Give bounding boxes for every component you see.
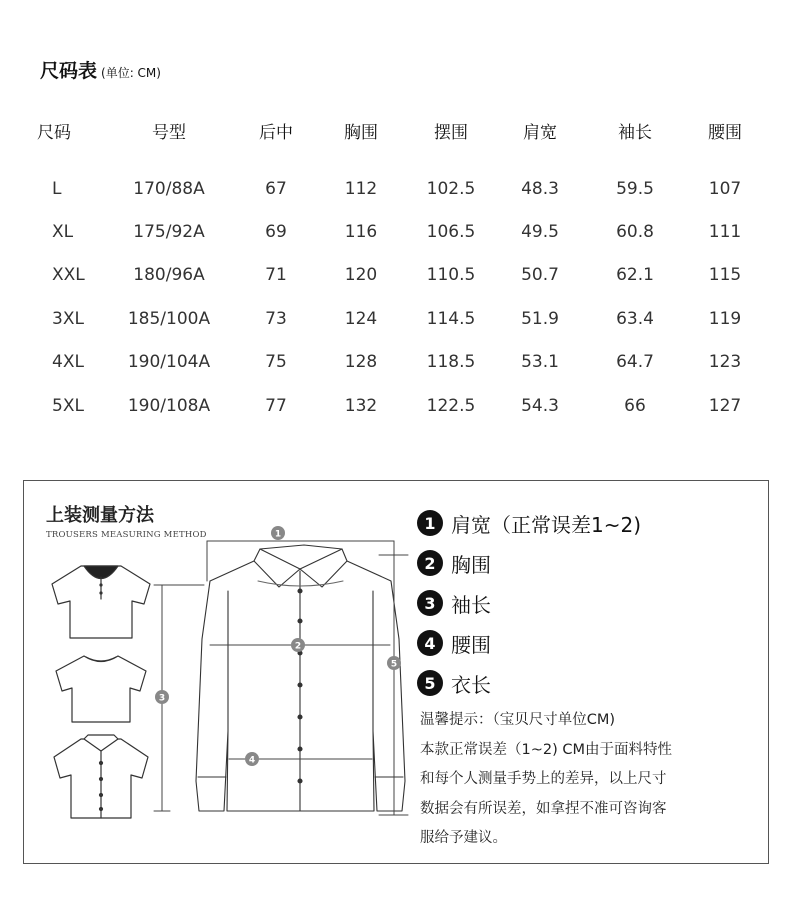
table-cell: 49.5 xyxy=(521,222,559,243)
table-cell: 128 xyxy=(344,352,378,373)
table-cell: 62.1 xyxy=(616,265,654,286)
table-cell: 110.5 xyxy=(426,265,476,286)
title-text: 尺码表 xyxy=(40,60,98,82)
table-cell: 102.5 xyxy=(426,178,476,199)
table-cell: 75 xyxy=(265,352,287,373)
legend-item xyxy=(417,583,641,623)
table-cell: 112 xyxy=(344,178,378,199)
legend-item xyxy=(417,623,641,663)
table-cell: 67 xyxy=(265,178,287,199)
table-cell: 111 xyxy=(708,222,742,243)
table-cell: 77 xyxy=(265,395,287,416)
col-header: 号型 xyxy=(152,122,186,143)
table-cell: 106.5 xyxy=(426,222,476,243)
table-cell: 59.5 xyxy=(616,178,654,199)
table-cell: 124 xyxy=(344,308,378,329)
main-shirt-icon xyxy=(196,545,405,811)
legend-item xyxy=(417,543,641,583)
col-header: 肩宽 xyxy=(523,122,557,143)
table-cell: 119 xyxy=(708,308,742,329)
note-line: 温馨提示：（宝贝尺寸单位CM) xyxy=(420,712,616,728)
table-cell: 116 xyxy=(344,222,378,243)
table-cell: 71 xyxy=(265,265,287,286)
table-cell: 51.9 xyxy=(521,308,559,329)
col-header: 袖长 xyxy=(618,122,652,143)
table-cell: XXL xyxy=(52,265,85,286)
number-badge-icon: 4 xyxy=(417,630,443,656)
measuring-note xyxy=(420,706,740,854)
legend-label: 腰围 xyxy=(451,632,491,657)
table-cell: 190/108A xyxy=(127,395,211,416)
table-row xyxy=(18,297,776,340)
marker-4: 4 xyxy=(248,755,256,766)
table-cell: 69 xyxy=(265,222,287,243)
table-row xyxy=(18,384,776,427)
marker-5: 5 xyxy=(390,659,398,670)
table-cell: 175/92A xyxy=(133,222,205,243)
table-cell: 185/100A xyxy=(127,308,211,329)
table-cell: 114.5 xyxy=(426,308,476,329)
number-badge-icon: 5 xyxy=(417,670,443,696)
panel-subtitle: TROUSERS MEASURING METHOD xyxy=(46,530,207,540)
legend-label: 衣长 xyxy=(451,672,491,697)
button-shirt-icon xyxy=(54,735,148,818)
marker-3: 3 xyxy=(158,693,166,704)
table-cell: 64.7 xyxy=(616,352,654,373)
size-table xyxy=(18,110,776,427)
table-cell: 115 xyxy=(708,265,742,286)
table-cell: 127 xyxy=(708,395,742,416)
panel-title: 上装测量方法 xyxy=(46,505,154,526)
tee-shirt-icon xyxy=(56,656,146,722)
number-badge-icon: 2 xyxy=(417,550,443,576)
col-header: 腰围 xyxy=(708,122,742,143)
table-cell: 54.3 xyxy=(521,395,559,416)
table-row xyxy=(18,254,776,297)
note-line: 服给予建议。 xyxy=(420,830,507,846)
table-cell: 66 xyxy=(624,395,646,416)
col-header: 胸围 xyxy=(344,122,378,143)
table-cell: 5XL xyxy=(52,395,84,416)
table-cell: 180/96A xyxy=(133,265,205,286)
table-cell: 60.8 xyxy=(616,222,654,243)
table-cell: 120 xyxy=(344,265,378,286)
marker-2: 2 xyxy=(294,641,302,652)
legend-label: 胸围 xyxy=(451,552,491,577)
table-cell: 170/88A xyxy=(133,178,205,199)
table-cell: 3XL xyxy=(52,308,84,329)
table-cell: 53.1 xyxy=(521,352,559,373)
table-row xyxy=(18,167,776,210)
measure-legend xyxy=(417,503,641,703)
table-row xyxy=(18,341,776,384)
table-cell: L xyxy=(52,178,62,199)
table-cell: 50.7 xyxy=(521,265,559,286)
table-cell: 123 xyxy=(708,352,742,373)
note-line: 和每个人测量手势上的差异，以上尺寸 xyxy=(420,771,667,787)
table-row xyxy=(18,210,776,253)
table-cell: 48.3 xyxy=(521,178,559,199)
col-header: 尺码 xyxy=(37,122,71,143)
table-cell: 132 xyxy=(344,395,378,416)
number-badge-icon: 1 xyxy=(417,510,443,536)
note-line: 数据会有所误差，如拿捏不准可咨询客 xyxy=(420,800,667,817)
table-cell: 122.5 xyxy=(426,395,476,416)
marker-1: 1 xyxy=(274,529,282,540)
col-header: 后中 xyxy=(259,122,293,143)
table-cell: 63.4 xyxy=(616,308,654,329)
note-line: 本款正常误差（1~2) CM由于面料特性 xyxy=(420,741,673,758)
table-cell: 190/104A xyxy=(127,352,211,373)
table-header-row xyxy=(18,110,776,150)
table-cell: 118.5 xyxy=(426,352,476,373)
measuring-panel xyxy=(23,480,769,864)
number-badge-icon: 3 xyxy=(417,590,443,616)
col-header: 摆围 xyxy=(434,122,468,143)
legend-item xyxy=(417,663,641,703)
page-title xyxy=(40,56,161,83)
title-unit: (单位: CM) xyxy=(101,66,161,80)
legend-item xyxy=(417,503,641,543)
legend-label: 袖长 xyxy=(451,592,491,617)
polo-shirt-icon xyxy=(52,566,150,638)
table-cell: 73 xyxy=(265,308,287,329)
table-cell: 4XL xyxy=(52,352,84,373)
table-cell: 107 xyxy=(708,178,742,199)
legend-label: 肩宽（正常误差1~2) xyxy=(451,512,642,537)
table-cell: XL xyxy=(52,222,74,243)
